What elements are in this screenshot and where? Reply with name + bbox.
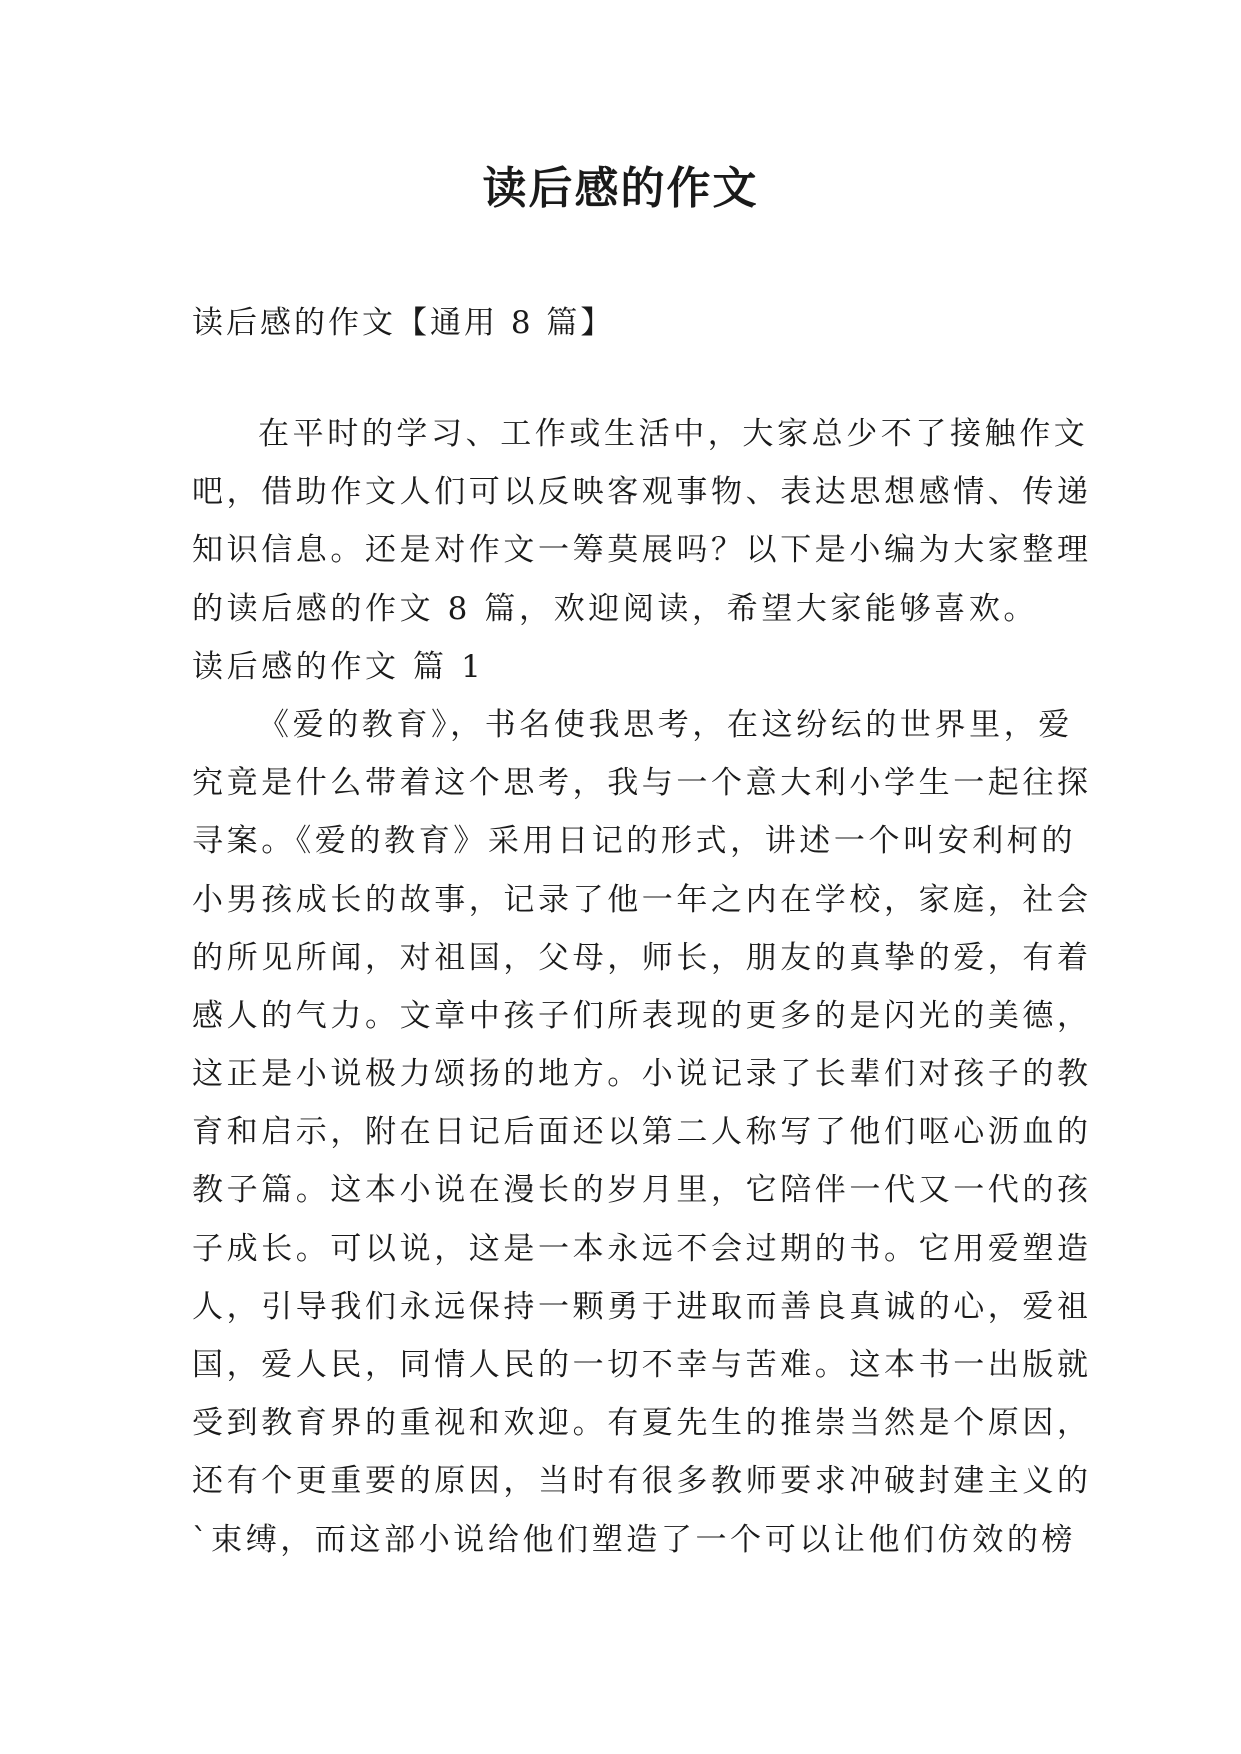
body-line: 感人的气力。文章中孩子们所表现的更多的是闪光的美德， xyxy=(192,997,1092,1034)
body-line: 知识信息。还是对作文一筹莫展吗？以下是小编为大家整理 xyxy=(192,532,1092,569)
body-line: 子成长。可以说，这是一本永远不会过期的书。它用爱塑造 xyxy=(192,1230,1092,1267)
body-line: `束缚，而这部小说给他们塑造了一个可以让他们仿效的榜 xyxy=(192,1521,1077,1558)
body-line: 国，爱人民，同情人民的一切不幸与苦难。这本书一出版就 xyxy=(192,1347,1092,1383)
body-line: 《爱的教育》，书名使我思考，在这纷纭的世界里，爱 xyxy=(258,706,1073,743)
body-line: 吧，借助作文人们可以反映客观事物、表达思想感情、传递 xyxy=(192,474,1092,511)
body-line: 的读后感的作文 8 篇，欢迎阅读，希望大家能够喜欢。 xyxy=(192,590,1039,627)
document-body xyxy=(192,405,1092,1569)
body-line: 这正是小说极力颂扬的地方。小说记录了长辈们对孩子的教 xyxy=(192,1056,1092,1093)
document-title: 读后感的作文 xyxy=(482,163,759,214)
body-line: 人，引导我们永远保持一颗勇于进取而善良真诚的心，爱祖 xyxy=(192,1288,1092,1325)
body-line: 还有个更重要的原因，当时有很多教师要求冲破封建主义的 xyxy=(192,1463,1092,1500)
body-line: 小男孩成长的故事，记录了他一年之内在学校，家庭，社会 xyxy=(192,881,1092,918)
body-line: 受到教育界的重视和欢迎。有夏先生的推崇当然是个原因， xyxy=(192,1405,1092,1442)
body-line: 寻案。《爱的教育》采用日记的形式，讲述一个叫安利柯的 xyxy=(192,823,1077,860)
body-line: 教子篇。这本小说在漫长的岁月里，它陪伴一代又一代的孩 xyxy=(192,1172,1092,1209)
body-line: 育和启示，附在日记后面还以第二人称写了他们呕心沥血的 xyxy=(192,1114,1092,1151)
document-subtitle: 读后感的作文【通用 8 篇】 xyxy=(192,305,615,341)
body-line: 究竟是什么带着这个思考，我与一个意大利小学生一起往探 xyxy=(192,765,1092,802)
body-line: 的所见所闻，对祖国，父母，师长，朋友的真挚的爱，有着 xyxy=(192,939,1092,976)
body-line: 在平时的学习、工作或生活中，大家总少不了接触作文 xyxy=(258,416,1089,452)
section-heading: 读后感的作文 篇 1 xyxy=(192,648,485,685)
